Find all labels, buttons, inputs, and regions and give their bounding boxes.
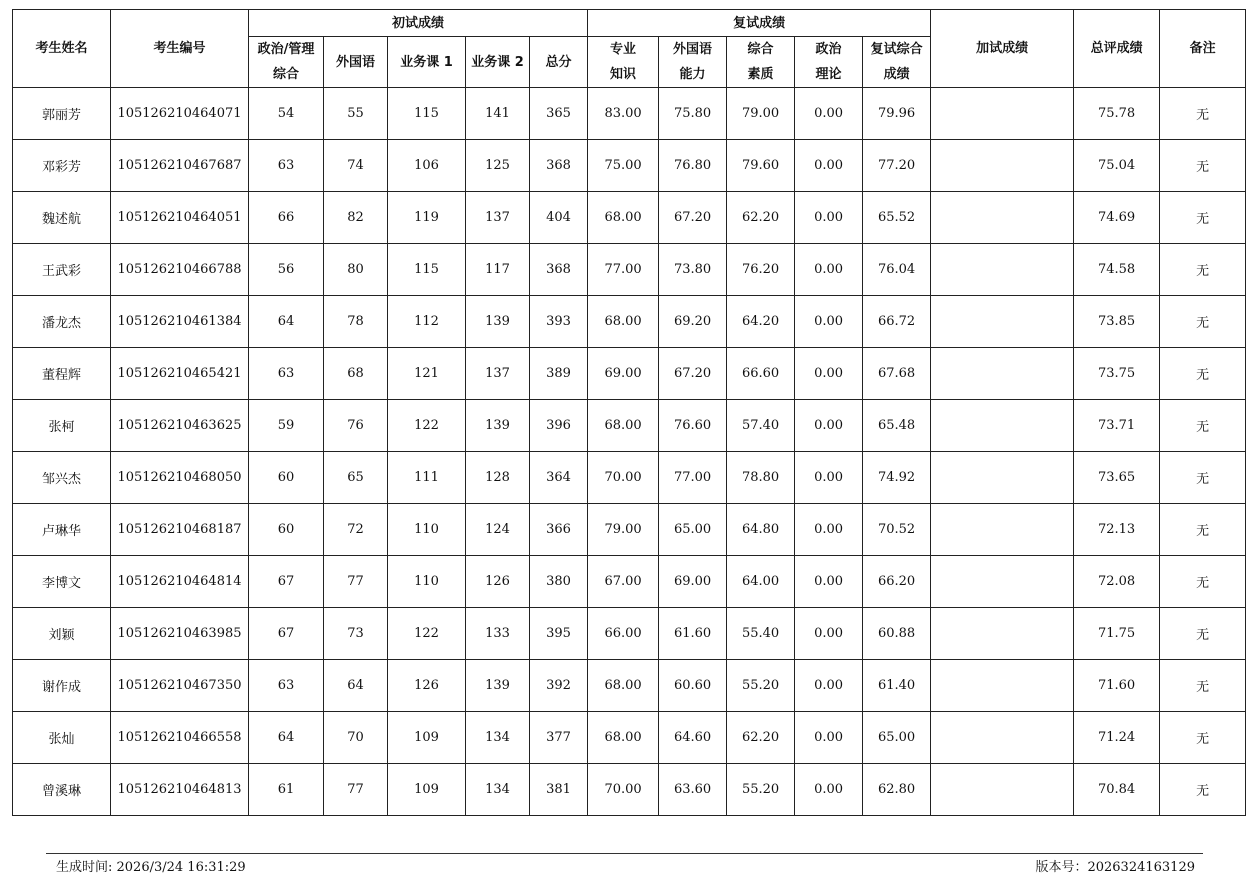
foreign-language-cell: 73 xyxy=(324,608,388,660)
header-course-1: 业务课 1 xyxy=(388,37,466,88)
bonus-score-cell xyxy=(931,88,1074,140)
student-id-cell: 105126210464814 xyxy=(111,556,249,608)
retest-composite-cell: 62.80 xyxy=(863,764,931,816)
student-name-cell: 潘龙杰 xyxy=(13,296,111,348)
politics-mgmt-cell: 61 xyxy=(249,764,324,816)
professional-knowledge-cell: 75.00 xyxy=(588,140,659,192)
header-political-theory: 政治 理论 xyxy=(795,37,863,88)
political-theory-cell: 0.00 xyxy=(795,296,863,348)
prelim-total-cell: 365 xyxy=(530,88,588,140)
political-theory-cell: 0.00 xyxy=(795,660,863,712)
header-id: 考生编号 xyxy=(111,10,249,88)
course-2-cell: 117 xyxy=(466,244,530,296)
overall-quality-cell: 79.60 xyxy=(727,140,795,192)
language-ability-cell: 73.80 xyxy=(659,244,727,296)
professional-knowledge-cell: 68.00 xyxy=(588,192,659,244)
language-ability-cell: 61.60 xyxy=(659,608,727,660)
prelim-total-cell: 393 xyxy=(530,296,588,348)
header-remarks: 备注 xyxy=(1160,10,1246,88)
remarks-cell: 无 xyxy=(1160,400,1246,452)
student-id-cell: 105126210467687 xyxy=(111,140,249,192)
politics-mgmt-cell: 63 xyxy=(249,140,324,192)
student-id-cell: 105126210463985 xyxy=(111,608,249,660)
student-id-cell: 105126210468050 xyxy=(111,452,249,504)
overall-quality-cell: 55.20 xyxy=(727,764,795,816)
retest-composite-cell: 65.00 xyxy=(863,712,931,764)
overall-quality-cell: 78.80 xyxy=(727,452,795,504)
table-row xyxy=(13,192,1246,244)
prelim-total-cell: 381 xyxy=(530,764,588,816)
overall-quality-cell: 62.20 xyxy=(727,712,795,764)
header-course-2: 业务课 2 xyxy=(466,37,530,88)
remarks-cell: 无 xyxy=(1160,712,1246,764)
overall-score-cell: 74.58 xyxy=(1074,244,1160,296)
student-id-cell: 105126210464051 xyxy=(111,192,249,244)
bonus-score-cell xyxy=(931,452,1074,504)
course-2-cell: 141 xyxy=(466,88,530,140)
score-table xyxy=(12,9,1246,816)
prelim-total-cell: 364 xyxy=(530,452,588,504)
course-1-cell: 119 xyxy=(388,192,466,244)
student-name-cell: 张柯 xyxy=(13,400,111,452)
table-row xyxy=(13,244,1246,296)
course-1-cell: 122 xyxy=(388,608,466,660)
header-name: 考生姓名 xyxy=(13,10,111,88)
language-ability-cell: 75.80 xyxy=(659,88,727,140)
language-ability-cell: 76.80 xyxy=(659,140,727,192)
political-theory-cell: 0.00 xyxy=(795,504,863,556)
table-row xyxy=(13,140,1246,192)
student-name-cell: 魏述航 xyxy=(13,192,111,244)
overall-score-cell: 73.71 xyxy=(1074,400,1160,452)
header-overall: 总评成绩 xyxy=(1074,10,1160,88)
overall-quality-cell: 76.20 xyxy=(727,244,795,296)
politics-mgmt-cell: 66 xyxy=(249,192,324,244)
student-id-cell: 105126210466788 xyxy=(111,244,249,296)
overall-quality-cell: 62.20 xyxy=(727,192,795,244)
table-row xyxy=(13,348,1246,400)
political-theory-cell: 0.00 xyxy=(795,608,863,660)
prelim-total-cell: 366 xyxy=(530,504,588,556)
remarks-cell: 无 xyxy=(1160,296,1246,348)
course-2-cell: 134 xyxy=(466,712,530,764)
remarks-cell: 无 xyxy=(1160,452,1246,504)
course-2-cell: 125 xyxy=(466,140,530,192)
table-row xyxy=(13,608,1246,660)
overall-quality-cell: 64.80 xyxy=(727,504,795,556)
course-2-cell: 137 xyxy=(466,192,530,244)
remarks-cell: 无 xyxy=(1160,244,1246,296)
professional-knowledge-cell: 83.00 xyxy=(588,88,659,140)
remarks-cell: 无 xyxy=(1160,504,1246,556)
remarks-cell: 无 xyxy=(1160,608,1246,660)
language-ability-cell: 67.20 xyxy=(659,348,727,400)
remarks-cell: 无 xyxy=(1160,88,1246,140)
professional-knowledge-cell: 68.00 xyxy=(588,660,659,712)
prelim-total-cell: 368 xyxy=(530,244,588,296)
foreign-language-cell: 65 xyxy=(324,452,388,504)
overall-score-cell: 72.08 xyxy=(1074,556,1160,608)
political-theory-cell: 0.00 xyxy=(795,400,863,452)
language-ability-cell: 69.00 xyxy=(659,556,727,608)
professional-knowledge-cell: 70.00 xyxy=(588,764,659,816)
overall-score-cell: 71.75 xyxy=(1074,608,1160,660)
table-row xyxy=(13,296,1246,348)
foreign-language-cell: 82 xyxy=(324,192,388,244)
retest-composite-cell: 60.88 xyxy=(863,608,931,660)
overall-score-cell: 75.04 xyxy=(1074,140,1160,192)
overall-score-cell: 72.13 xyxy=(1074,504,1160,556)
professional-knowledge-cell: 79.00 xyxy=(588,504,659,556)
politics-mgmt-cell: 67 xyxy=(249,556,324,608)
retest-composite-cell: 65.48 xyxy=(863,400,931,452)
generated-time: 生成时间: 2026/3/24 16:31:29 xyxy=(56,860,246,875)
student-id-cell: 105126210464071 xyxy=(111,88,249,140)
student-id-cell: 105126210461384 xyxy=(111,296,249,348)
table-row xyxy=(13,556,1246,608)
student-name-cell: 张灿 xyxy=(13,712,111,764)
course-1-cell: 126 xyxy=(388,660,466,712)
foreign-language-cell: 55 xyxy=(324,88,388,140)
prelim-total-cell: 404 xyxy=(530,192,588,244)
language-ability-cell: 64.60 xyxy=(659,712,727,764)
remarks-cell: 无 xyxy=(1160,140,1246,192)
overall-quality-cell: 55.20 xyxy=(727,660,795,712)
course-2-cell: 126 xyxy=(466,556,530,608)
course-2-cell: 139 xyxy=(466,296,530,348)
header-retest-group: 复试成绩 xyxy=(588,10,931,37)
course-1-cell: 110 xyxy=(388,556,466,608)
course-1-cell: 106 xyxy=(388,140,466,192)
overall-quality-cell: 66.60 xyxy=(727,348,795,400)
remarks-cell: 无 xyxy=(1160,764,1246,816)
course-1-cell: 122 xyxy=(388,400,466,452)
bonus-score-cell xyxy=(931,244,1074,296)
retest-composite-cell: 76.04 xyxy=(863,244,931,296)
table-row xyxy=(13,400,1246,452)
table-row xyxy=(13,660,1246,712)
political-theory-cell: 0.00 xyxy=(795,192,863,244)
prelim-total-cell: 368 xyxy=(530,140,588,192)
student-id-cell: 105126210466558 xyxy=(111,712,249,764)
political-theory-cell: 0.00 xyxy=(795,140,863,192)
bonus-score-cell xyxy=(931,400,1074,452)
politics-mgmt-cell: 67 xyxy=(249,608,324,660)
retest-composite-cell: 61.40 xyxy=(863,660,931,712)
student-id-cell: 105126210464813 xyxy=(111,764,249,816)
overall-score-cell: 73.75 xyxy=(1074,348,1160,400)
student-name-cell: 董程辉 xyxy=(13,348,111,400)
remarks-cell: 无 xyxy=(1160,192,1246,244)
prelim-total-cell: 392 xyxy=(530,660,588,712)
student-name-cell: 卢琳华 xyxy=(13,504,111,556)
table-row xyxy=(13,452,1246,504)
language-ability-cell: 69.20 xyxy=(659,296,727,348)
retest-composite-cell: 67.68 xyxy=(863,348,931,400)
retest-composite-cell: 77.20 xyxy=(863,140,931,192)
professional-knowledge-cell: 68.00 xyxy=(588,296,659,348)
table-row xyxy=(13,712,1246,764)
foreign-language-cell: 80 xyxy=(324,244,388,296)
political-theory-cell: 0.00 xyxy=(795,452,863,504)
overall-quality-cell: 55.40 xyxy=(727,608,795,660)
table-row xyxy=(13,764,1246,816)
retest-composite-cell: 66.20 xyxy=(863,556,931,608)
professional-knowledge-cell: 77.00 xyxy=(588,244,659,296)
bonus-score-cell xyxy=(931,296,1074,348)
foreign-language-cell: 76 xyxy=(324,400,388,452)
foreign-language-cell: 68 xyxy=(324,348,388,400)
foreign-language-cell: 70 xyxy=(324,712,388,764)
bonus-score-cell xyxy=(931,764,1074,816)
course-1-cell: 109 xyxy=(388,764,466,816)
language-ability-cell: 67.20 xyxy=(659,192,727,244)
student-id-cell: 105126210465421 xyxy=(111,348,249,400)
politics-mgmt-cell: 54 xyxy=(249,88,324,140)
course-1-cell: 115 xyxy=(388,88,466,140)
remarks-cell: 无 xyxy=(1160,348,1246,400)
course-1-cell: 111 xyxy=(388,452,466,504)
student-name-cell: 谢作成 xyxy=(13,660,111,712)
political-theory-cell: 0.00 xyxy=(795,348,863,400)
student-id-cell: 105126210463625 xyxy=(111,400,249,452)
political-theory-cell: 0.00 xyxy=(795,556,863,608)
course-2-cell: 139 xyxy=(466,660,530,712)
header-retest-composite: 复试综合 成绩 xyxy=(863,37,931,88)
politics-mgmt-cell: 64 xyxy=(249,296,324,348)
foreign-language-cell: 77 xyxy=(324,764,388,816)
bonus-score-cell xyxy=(931,608,1074,660)
remarks-cell: 无 xyxy=(1160,556,1246,608)
course-2-cell: 124 xyxy=(466,504,530,556)
professional-knowledge-cell: 67.00 xyxy=(588,556,659,608)
bonus-score-cell xyxy=(931,556,1074,608)
header-professional-knowledge: 专业 知识 xyxy=(588,37,659,88)
retest-composite-cell: 70.52 xyxy=(863,504,931,556)
student-name-cell: 王武彩 xyxy=(13,244,111,296)
table-row xyxy=(13,504,1246,556)
bonus-score-cell xyxy=(931,660,1074,712)
overall-quality-cell: 64.00 xyxy=(727,556,795,608)
professional-knowledge-cell: 70.00 xyxy=(588,452,659,504)
language-ability-cell: 77.00 xyxy=(659,452,727,504)
prelim-total-cell: 396 xyxy=(530,400,588,452)
overall-score-cell: 71.60 xyxy=(1074,660,1160,712)
student-name-cell: 李博文 xyxy=(13,556,111,608)
political-theory-cell: 0.00 xyxy=(795,88,863,140)
version-number: 版本号：2026324163129 xyxy=(1035,860,1195,875)
student-name-cell: 郭丽芳 xyxy=(13,88,111,140)
politics-mgmt-cell: 63 xyxy=(249,348,324,400)
overall-score-cell: 75.78 xyxy=(1074,88,1160,140)
politics-mgmt-cell: 60 xyxy=(249,452,324,504)
bonus-score-cell xyxy=(931,348,1074,400)
student-id-cell: 105126210468187 xyxy=(111,504,249,556)
header-total: 总分 xyxy=(530,37,588,88)
political-theory-cell: 0.00 xyxy=(795,764,863,816)
language-ability-cell: 60.60 xyxy=(659,660,727,712)
table-row xyxy=(13,88,1246,140)
course-2-cell: 137 xyxy=(466,348,530,400)
politics-mgmt-cell: 56 xyxy=(249,244,324,296)
language-ability-cell: 65.00 xyxy=(659,504,727,556)
retest-composite-cell: 65.52 xyxy=(863,192,931,244)
overall-quality-cell: 79.00 xyxy=(727,88,795,140)
overall-quality-cell: 57.40 xyxy=(727,400,795,452)
prelim-total-cell: 380 xyxy=(530,556,588,608)
professional-knowledge-cell: 66.00 xyxy=(588,608,659,660)
header-foreign-language: 外国语 xyxy=(324,37,388,88)
header-overall-quality: 综合 素质 xyxy=(727,37,795,88)
student-name-cell: 邓彩芳 xyxy=(13,140,111,192)
course-1-cell: 110 xyxy=(388,504,466,556)
bonus-score-cell xyxy=(931,504,1074,556)
retest-composite-cell: 79.96 xyxy=(863,88,931,140)
language-ability-cell: 76.60 xyxy=(659,400,727,452)
course-1-cell: 115 xyxy=(388,244,466,296)
course-2-cell: 139 xyxy=(466,400,530,452)
overall-score-cell: 71.24 xyxy=(1074,712,1160,764)
foreign-language-cell: 77 xyxy=(324,556,388,608)
student-id-cell: 105126210467350 xyxy=(111,660,249,712)
overall-score-cell: 74.69 xyxy=(1074,192,1160,244)
remarks-cell: 无 xyxy=(1160,660,1246,712)
score-table-body xyxy=(13,88,1246,816)
retest-composite-cell: 74.92 xyxy=(863,452,931,504)
course-1-cell: 109 xyxy=(388,712,466,764)
politics-mgmt-cell: 63 xyxy=(249,660,324,712)
professional-knowledge-cell: 68.00 xyxy=(588,400,659,452)
politics-mgmt-cell: 59 xyxy=(249,400,324,452)
bonus-score-cell xyxy=(931,140,1074,192)
foreign-language-cell: 72 xyxy=(324,504,388,556)
foreign-language-cell: 78 xyxy=(324,296,388,348)
prelim-total-cell: 389 xyxy=(530,348,588,400)
overall-score-cell: 70.84 xyxy=(1074,764,1160,816)
footer-divider xyxy=(46,853,1203,854)
prelim-total-cell: 395 xyxy=(530,608,588,660)
course-1-cell: 112 xyxy=(388,296,466,348)
course-2-cell: 128 xyxy=(466,452,530,504)
language-ability-cell: 63.60 xyxy=(659,764,727,816)
bonus-score-cell xyxy=(931,712,1074,764)
retest-composite-cell: 66.72 xyxy=(863,296,931,348)
political-theory-cell: 0.00 xyxy=(795,712,863,764)
professional-knowledge-cell: 69.00 xyxy=(588,348,659,400)
student-name-cell: 邹兴杰 xyxy=(13,452,111,504)
course-1-cell: 121 xyxy=(388,348,466,400)
political-theory-cell: 0.00 xyxy=(795,244,863,296)
overall-score-cell: 73.65 xyxy=(1074,452,1160,504)
course-2-cell: 133 xyxy=(466,608,530,660)
header-politics-mgmt: 政治/管理 综合 xyxy=(249,37,324,88)
prelim-total-cell: 377 xyxy=(530,712,588,764)
student-name-cell: 曾溪琳 xyxy=(13,764,111,816)
header-bonus: 加试成绩 xyxy=(931,10,1074,88)
foreign-language-cell: 64 xyxy=(324,660,388,712)
professional-knowledge-cell: 68.00 xyxy=(588,712,659,764)
politics-mgmt-cell: 64 xyxy=(249,712,324,764)
foreign-language-cell: 74 xyxy=(324,140,388,192)
course-2-cell: 134 xyxy=(466,764,530,816)
overall-quality-cell: 64.20 xyxy=(727,296,795,348)
overall-score-cell: 73.85 xyxy=(1074,296,1160,348)
student-name-cell: 刘颖 xyxy=(13,608,111,660)
header-language-ability: 外国语 能力 xyxy=(659,37,727,88)
header-prelim-group: 初试成绩 xyxy=(249,10,588,37)
bonus-score-cell xyxy=(931,192,1074,244)
politics-mgmt-cell: 60 xyxy=(249,504,324,556)
